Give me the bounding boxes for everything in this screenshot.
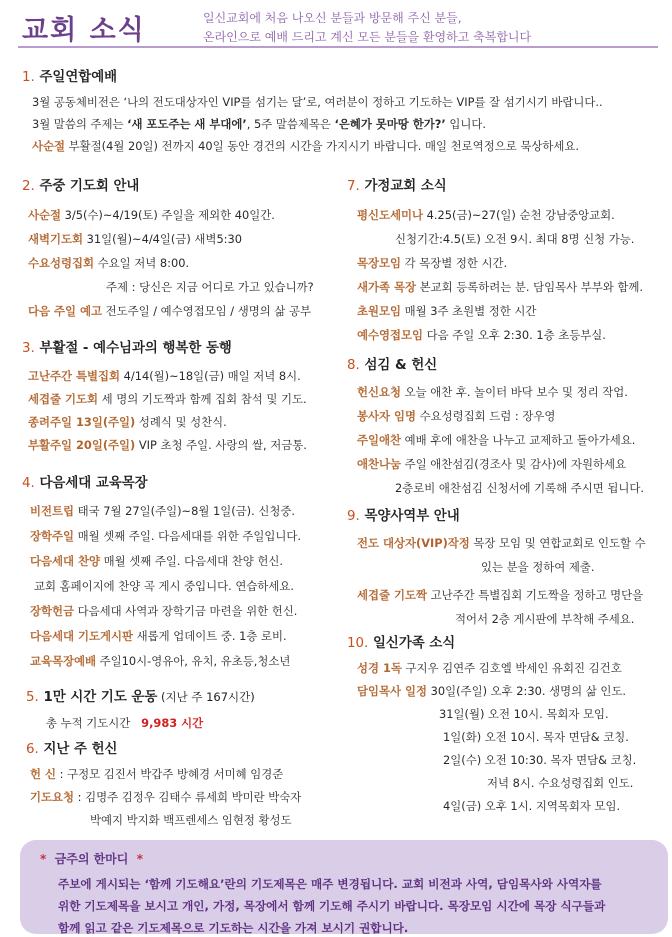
list-item: 장학헌금 다음세대 사역과 장학기금 마련을 위한 헌신.	[30, 604, 298, 618]
welcome-message	[203, 9, 531, 47]
list-item: 새벽기도회 31일(월)~4/4일(금) 새벽5:30	[28, 232, 243, 246]
list-item: 담임목사 일정 30일(주일) 오후 2:30. 생명의 삶 인도.	[357, 684, 626, 698]
list-item: 예수영접모임 다음 주일 오후 2:30. 1층 초등부실.	[357, 328, 606, 342]
weekly-word-line: 위한 기도제목을 보시고 개인, 가정, 목장에서 함께 기도해 주시기 바랍니다. 목장모임 시간에 목장 식구들과	[58, 899, 606, 913]
schedule-entry: 1일(화) 오전 10시. 목자 면담& 코칭.	[443, 730, 629, 744]
section-prayer-campaign	[26, 686, 255, 734]
list-item: 기도요청 : 김명주 김정우 김태수 류세희 박미란 박숙자	[30, 790, 302, 804]
section-title: 8. 섬김 & 헌신	[347, 358, 438, 373]
list-item: 장학주일 매월 셋째 주일. 다음세대를 위한 주일입니다.	[30, 529, 302, 543]
list-item: 헌신요청 오늘 애찬 후. 놀이터 바닥 보수 및 정리 작업.	[357, 385, 628, 399]
section-family-news	[347, 633, 636, 818]
list-item: 교육목장예배 주일10시-영유아, 유치, 유초등,청소년	[30, 654, 291, 668]
section-title: 7. 가정교회 소식	[347, 179, 447, 194]
section-title: 3. 부활절 - 예수님과의 행복한 동행	[22, 341, 232, 356]
section-worship	[22, 67, 603, 157]
list-item: 세겹줄 기도짝 고난주간 특별집회 기도짝을 정하고 명단을	[357, 588, 644, 602]
lent-item: 사순절 부활절(4월 20일) 전까지 40일 동안 경건의 시간을 가지시기 바랍니다. 매일 천로역정으로 묵상하세요.	[32, 139, 579, 153]
welcome-line: 일신교회에 처음 나오신 분들과 방문해 주신 분들,	[203, 11, 462, 25]
schedule-entry: 31일(월) 오전 10시. 목회자 모임.	[439, 707, 609, 721]
section-title: 6. 지난 주 헌신	[26, 742, 118, 757]
list-item: 애찬나눔 주일 애찬섬김(경조사 및 감사)에 자원하세요	[357, 457, 627, 471]
weekly-word-box	[20, 840, 668, 934]
list-item: 다음세대 찬양 매월 셋째 주일. 다음세대 찬양 헌신.	[30, 554, 284, 568]
list-item: 목장모임 각 목장별 정한 시간.	[357, 256, 508, 270]
list-item: 봉사자 임명 수요성령집회 드럼 : 장우영	[357, 409, 556, 423]
list-item-continuation: 주제 : 당신은 지금 어디로 가고 있습니까?	[106, 280, 314, 294]
list-item-continuation: 교회 홈페이지에 찬양 곡 게시 중입니다. 연습하세요.	[34, 579, 295, 593]
prayer-total: 총 누적 기도시간 9,983 시간	[46, 716, 204, 730]
schedule-entry: 4일(금) 오후 1시. 지역목회자 모임.	[443, 799, 621, 813]
weekly-word-title: * 금주의 한마디 *	[40, 852, 144, 866]
list-item-continuation: 있는 분을 정하여 제출.	[481, 560, 595, 574]
worship-theme: 3월 말씀의 주제는 ‘새 포도주는 새 부대에’, 5주 말씀제목은 ‘은혜가 못마땅 한가?’ 입니다.	[32, 117, 486, 131]
section-prayer-meetings	[22, 176, 314, 324]
list-item: 성경 1독 구지우 김연주 김호엘 박세인 유회진 김건호	[357, 661, 622, 675]
list-item: 다음세대 기도게시판 새롭게 업데이트 중. 1층 로비.	[30, 629, 287, 643]
list-item: 사순절 3/5(수)~4/19(토) 주일을 제외한 40일간.	[28, 208, 275, 222]
section-next-generation	[22, 473, 301, 675]
section-easter	[22, 338, 307, 457]
section-pastoral-ministry	[347, 506, 646, 632]
list-item: 새가족 목장 본교회 등록하려는 분. 담임목사 부부와 함께.	[357, 280, 644, 294]
schedule-entry: 저녁 8시. 수요성령집회 인도.	[487, 776, 634, 790]
section-title: 1. 주일연합예배	[22, 70, 118, 85]
list-item-continuation: 박예지 박지화 백프렌세스 임현정 황성도	[90, 813, 292, 827]
list-item: 평신도세미나 4.25(금)~27(일) 순천 강남중앙교회.	[357, 208, 615, 222]
list-item-continuation: 적어서 2층 게시판에 부착해 주세요.	[455, 612, 635, 626]
list-item: 고난주간 특별집회 4/14(월)~18일(금) 매일 저녁 8시.	[28, 369, 301, 383]
page-title: 교회 소식	[22, 15, 146, 46]
list-item: 세겹줄 기도회 세 명의 기도짝과 함께 집회 참석 및 기도.	[28, 392, 307, 406]
section-title: 10. 일신가족 소식	[347, 636, 456, 651]
list-item: 부활주일 20일(주일) VIP 초청 주일. 사랑의 쌀, 저금통.	[28, 438, 307, 452]
list-item-continuation: 2층로비 애찬섬김 신청서에 기록해 주시면 됩니다.	[395, 481, 645, 495]
schedule-entry: 2일(수) 오전 10:30. 목자 면담& 코칭.	[443, 753, 637, 767]
worship-vision: 3월 공동체비전은 ‘나의 전도대상자인 VIP를 섬기는 달’로, 여러분이 정하고 기도하는 VIP를 잘 섬기시기 바랍니다..	[32, 95, 603, 109]
list-item: 수요성령집회 수요일 저녁 8:00.	[28, 256, 190, 270]
list-item: 전도 대상자(VIP)작정 목장 모임 및 연합교회로 인도할 수	[357, 536, 646, 550]
section-service	[347, 355, 644, 501]
list-item: 주일애찬 예배 후에 애찬을 나누고 교제하고 돌아가세요.	[357, 433, 636, 447]
list-item: 다음 주일 예고 전도주일 / 예수영접모임 / 생명의 삶 공부	[28, 304, 312, 318]
list-item: 종려주일 13일(주일) 성례식 및 성찬식.	[28, 415, 227, 429]
section-title: 9. 목양사역부 안내	[347, 509, 460, 524]
section-title: 4. 다음세대 교육목장	[22, 476, 148, 491]
section-title: 5. 1만 시간 기도 운동 (지난 주 167시간)	[26, 690, 255, 705]
list-item: 비전트립 태국 7월 27일(주일)~8월 1일(금). 신청중.	[30, 504, 295, 518]
section-offering	[26, 739, 301, 832]
list-item: 초원모임 매월 3주 초원별 정한 시간	[357, 304, 537, 318]
weekly-word-line: 주보에 게시되는 ‘함께 기도해요’란의 기도제목은 매주 변경됩니다. 교회 비전과 사역, 담임목사와 사역자를	[58, 877, 602, 891]
section-title: 2. 주중 기도회 안내	[22, 179, 140, 194]
welcome-line: 온라인으로 예배 드리고 계신 모든 분들을 환영하고 축복합니다	[203, 30, 532, 44]
list-item-continuation: 신청기간:4.5(토) 오전 9시. 최대 8명 신청 가능.	[395, 232, 635, 246]
section-house-church	[347, 176, 643, 348]
list-item: 헌 신 : 구정모 김진서 박갑주 방혜경 서미혜 임경준	[30, 767, 284, 781]
weekly-word-line: 함께 읽고 같은 기도제목으로 기도하는 시간을 가져 보시기 권합니다.	[58, 921, 409, 935]
